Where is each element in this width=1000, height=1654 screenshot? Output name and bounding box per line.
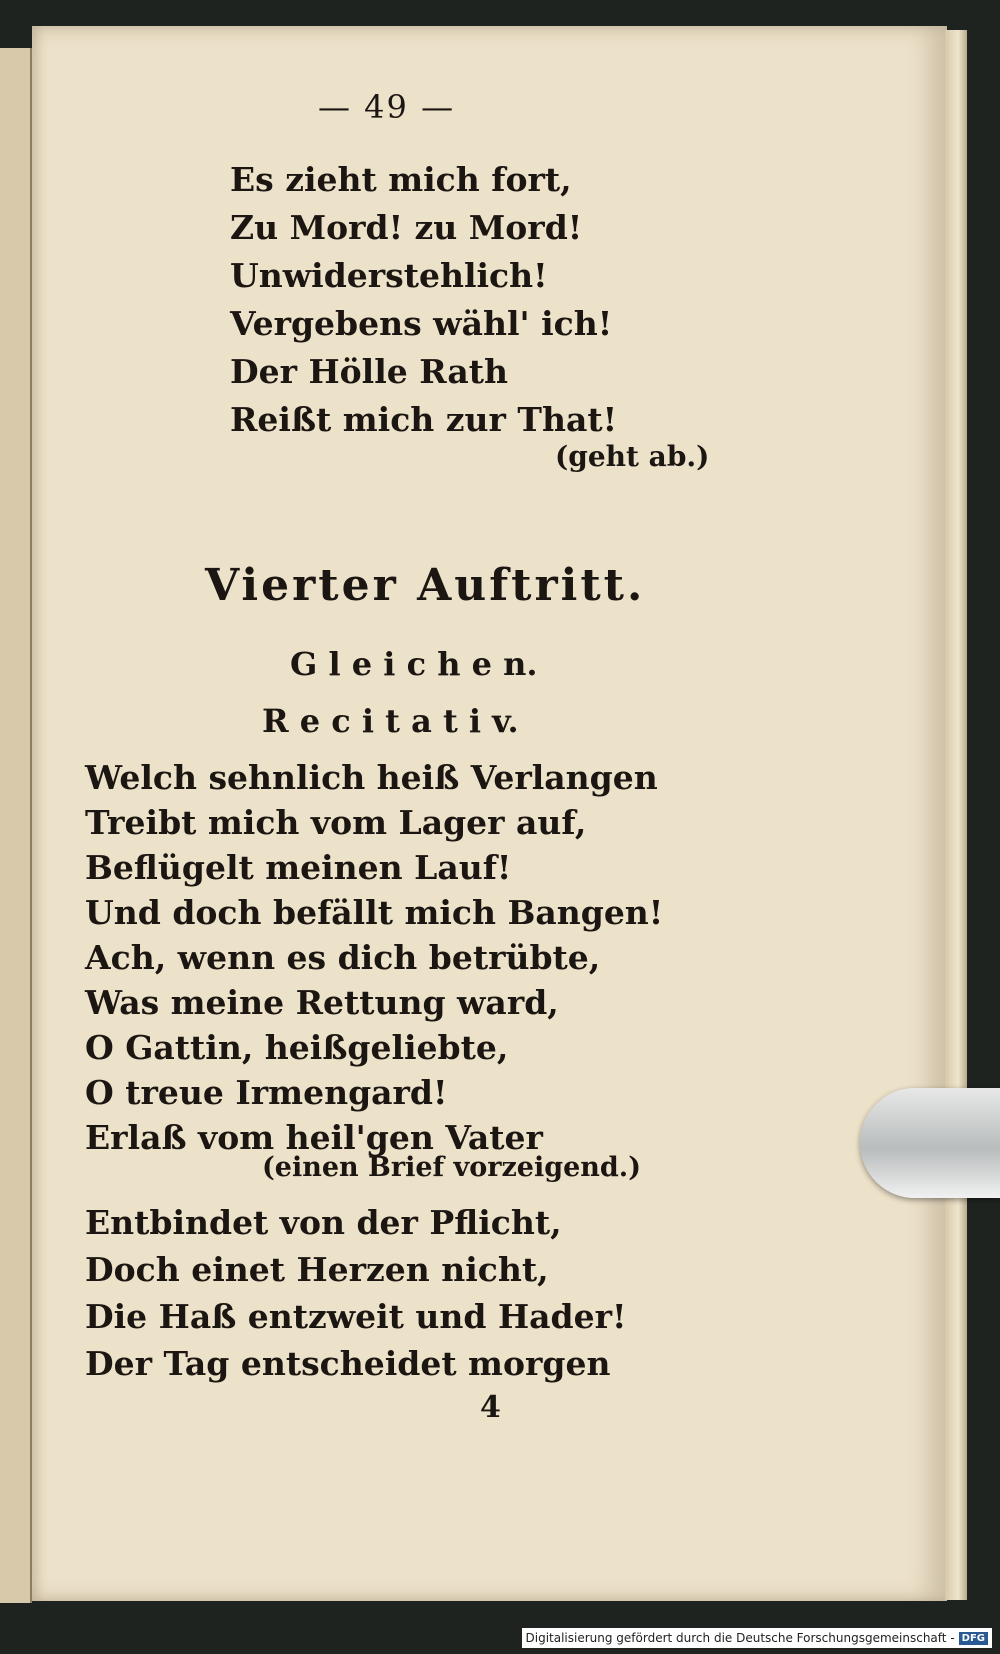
dfg-logo: DFG (959, 1632, 988, 1645)
verse-line: Reißt mich zur That! (230, 400, 618, 439)
verse-line: Doch einet Herzen nicht, (85, 1250, 549, 1289)
scene-subheading: G l e i c h e n. (290, 645, 538, 683)
verse-line: Was meine Rettung ward, (85, 983, 559, 1022)
verse-line: Und doch befällt mich Bangen! (85, 893, 664, 932)
verse-line: Entbindet von der Pflicht, (85, 1203, 562, 1242)
verse-line: Welch sehnlich heiß Verlangen (85, 758, 658, 797)
verse-line: Vergebens wähl' ich! (230, 304, 613, 343)
signature-mark: 4 (480, 1390, 501, 1425)
verse-line: Beflügelt meinen Lauf! (85, 848, 512, 887)
verse-line: Der Hölle Rath (230, 352, 509, 391)
verse-line: Treibt mich vom Lager auf, (85, 803, 587, 842)
verse-line: Unwiderstehlich! (230, 256, 548, 295)
verse-line: Der Tag entscheidet morgen (85, 1344, 611, 1383)
page-number: — 49 — (318, 88, 456, 126)
recitative-label: R e c i t a t i v. (262, 702, 519, 740)
footer-credit: Digitalisierung gefördert durch die Deutsche Forschungsgemeinschaft - (525, 1631, 955, 1645)
stage-direction-exit: (geht ab.) (555, 440, 710, 473)
scene-heading: Vierter Auftritt. (205, 560, 646, 611)
verse-line: Zu Mord! zu Mord! (230, 208, 583, 247)
verse-line: Ach, wenn es dich betrübte, (85, 938, 601, 977)
adjacent-page-edge (0, 48, 32, 1603)
page-clip (860, 1088, 1000, 1198)
verse-line: Erlaß vom heil'gen Vater (85, 1118, 543, 1157)
digitization-footer (522, 1628, 993, 1648)
stage-direction: (einen Brief vorzeigend.) (262, 1152, 641, 1183)
verse-line: Die Haß entzweit und Hader! (85, 1297, 627, 1336)
verse-line: Es zieht mich fort, (230, 160, 572, 199)
verse-line: O treue Irmengard! (85, 1073, 448, 1112)
verse-line: O Gattin, heißgeliebte, (85, 1028, 509, 1067)
page-stack-edge (945, 30, 967, 1600)
